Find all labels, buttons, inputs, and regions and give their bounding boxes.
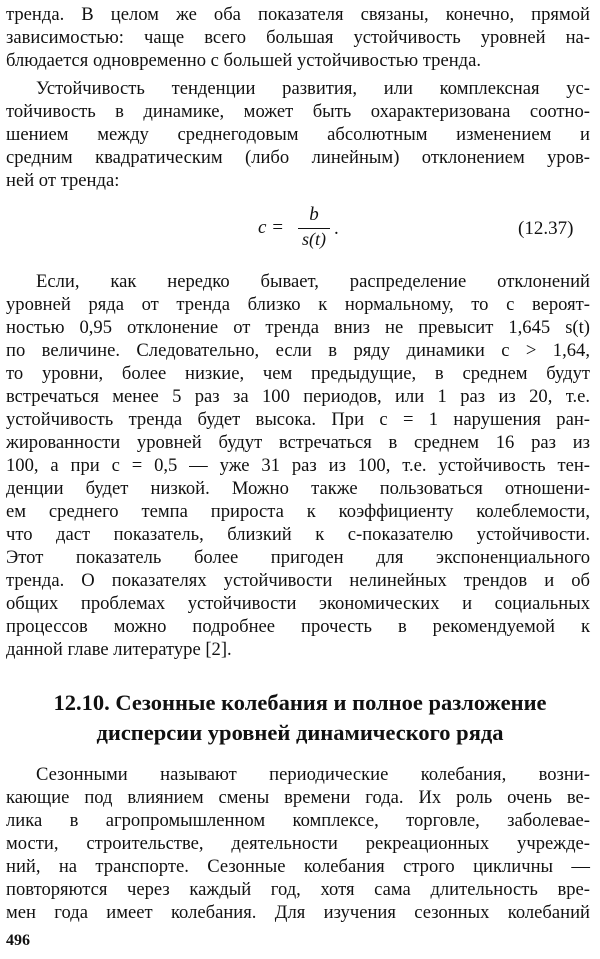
- formula-fraction: [296, 204, 332, 250]
- text-line: что даст показатель, близкий к c-показателю устойчивости.: [6, 524, 590, 545]
- text-line: Если, как нередко бывает, распределение отклонений: [36, 271, 590, 292]
- formula-denominator: s(t): [302, 229, 326, 249]
- text-line: тойчивость в динамике, может быть охарактеризована соотно-: [6, 101, 590, 122]
- text-line: ем среднего темпа прироста к коэффициенту колеблемости,: [6, 501, 590, 522]
- text-line: уровней ряда от тренда близко к нормальному, то с вероят-: [6, 294, 590, 315]
- text-line: встречаться менее 5 раз за 100 периодов, или 1 раз из 20, т.е.: [6, 386, 590, 407]
- text-line: 100, а при c = 0,5 — уже 31 раз из 100, т.е. устойчивость тен-: [6, 455, 590, 476]
- text-line: Сезонными называют периодические колебания, возни-: [36, 764, 590, 785]
- text-line: жированности уровней будут встречаться в среднем 16 раз из: [6, 432, 590, 453]
- text-line: лика в агропромышленном комплексе, торговле, заболевае-: [6, 810, 590, 831]
- section-heading-line-1: 12.10. Сезонные колебания и полное разложение: [53, 690, 547, 715]
- equation-number: (12.37): [518, 218, 574, 239]
- text-line: повторяются через каждый год, хотя сама длительность вре-: [6, 879, 590, 900]
- formula-lhs: c =: [258, 217, 285, 238]
- text-line: мости, строительстве, деятельности рекреационных учрежде-: [6, 833, 590, 854]
- text-line: общих проблемах устойчивости экономических и социальных: [6, 593, 590, 614]
- text-line: ний, на транспорте. Сезонные колебания строго цикличны —: [6, 856, 590, 877]
- text-line: ностью 0,95 отклонение от тренда вниз не превысит 1,645 s(t): [6, 317, 590, 338]
- text-line: шением между среднегодовым абсолютным изменением и: [6, 124, 590, 145]
- text-line: зависимостью: чаще всего большая устойчивость уровней на-: [6, 27, 590, 48]
- text-line: средним квадратическим (либо линейным) отклонением уров-: [6, 147, 590, 168]
- text-line: денции будет низкой. Можно также пользоваться отношени-: [6, 478, 590, 499]
- text-line: устойчивость тренда будет высока. При c = 1 нарушения ран-: [6, 409, 590, 430]
- text-line: процессов можно подробнее прочесть в рекомендуемой к: [6, 616, 590, 637]
- text-line: Устойчивость тенденции развития, или комплексная ус-: [36, 78, 590, 99]
- formula-numerator: b: [309, 204, 319, 225]
- text-line: мен года имеет колебания. Для изучения сезонных колебаний: [6, 902, 590, 923]
- text-line: данной главе литературе [2].: [6, 639, 232, 660]
- section-heading-line-2: дисперсии уровней динамического ряда: [96, 720, 504, 745]
- text-line: тренда. О показателях устойчивости нелинейных трендов и об: [6, 570, 590, 591]
- text-line: тренда. В целом же оба показателя связаны, конечно, прямой: [6, 4, 590, 25]
- text-line: ней от тренда:: [6, 170, 120, 191]
- text-line: по величине. Следовательно, если в ряду динамики c > 1,64,: [6, 340, 590, 361]
- formula-12-37: [0, 204, 600, 250]
- page-number: 496: [6, 932, 30, 949]
- formula-dot: .: [334, 218, 339, 239]
- text-line: кающие под влиянием смены времени года. Их роль очень ве-: [6, 787, 590, 808]
- text-line: то уровни, более низкие, чем предыдущие, в среднем будут: [6, 363, 590, 384]
- text-line: блюдается одновременно с большей устойчивостью тренда.: [6, 50, 482, 71]
- text-line: Этот показатель более пригоден для экспоненциального: [6, 547, 590, 568]
